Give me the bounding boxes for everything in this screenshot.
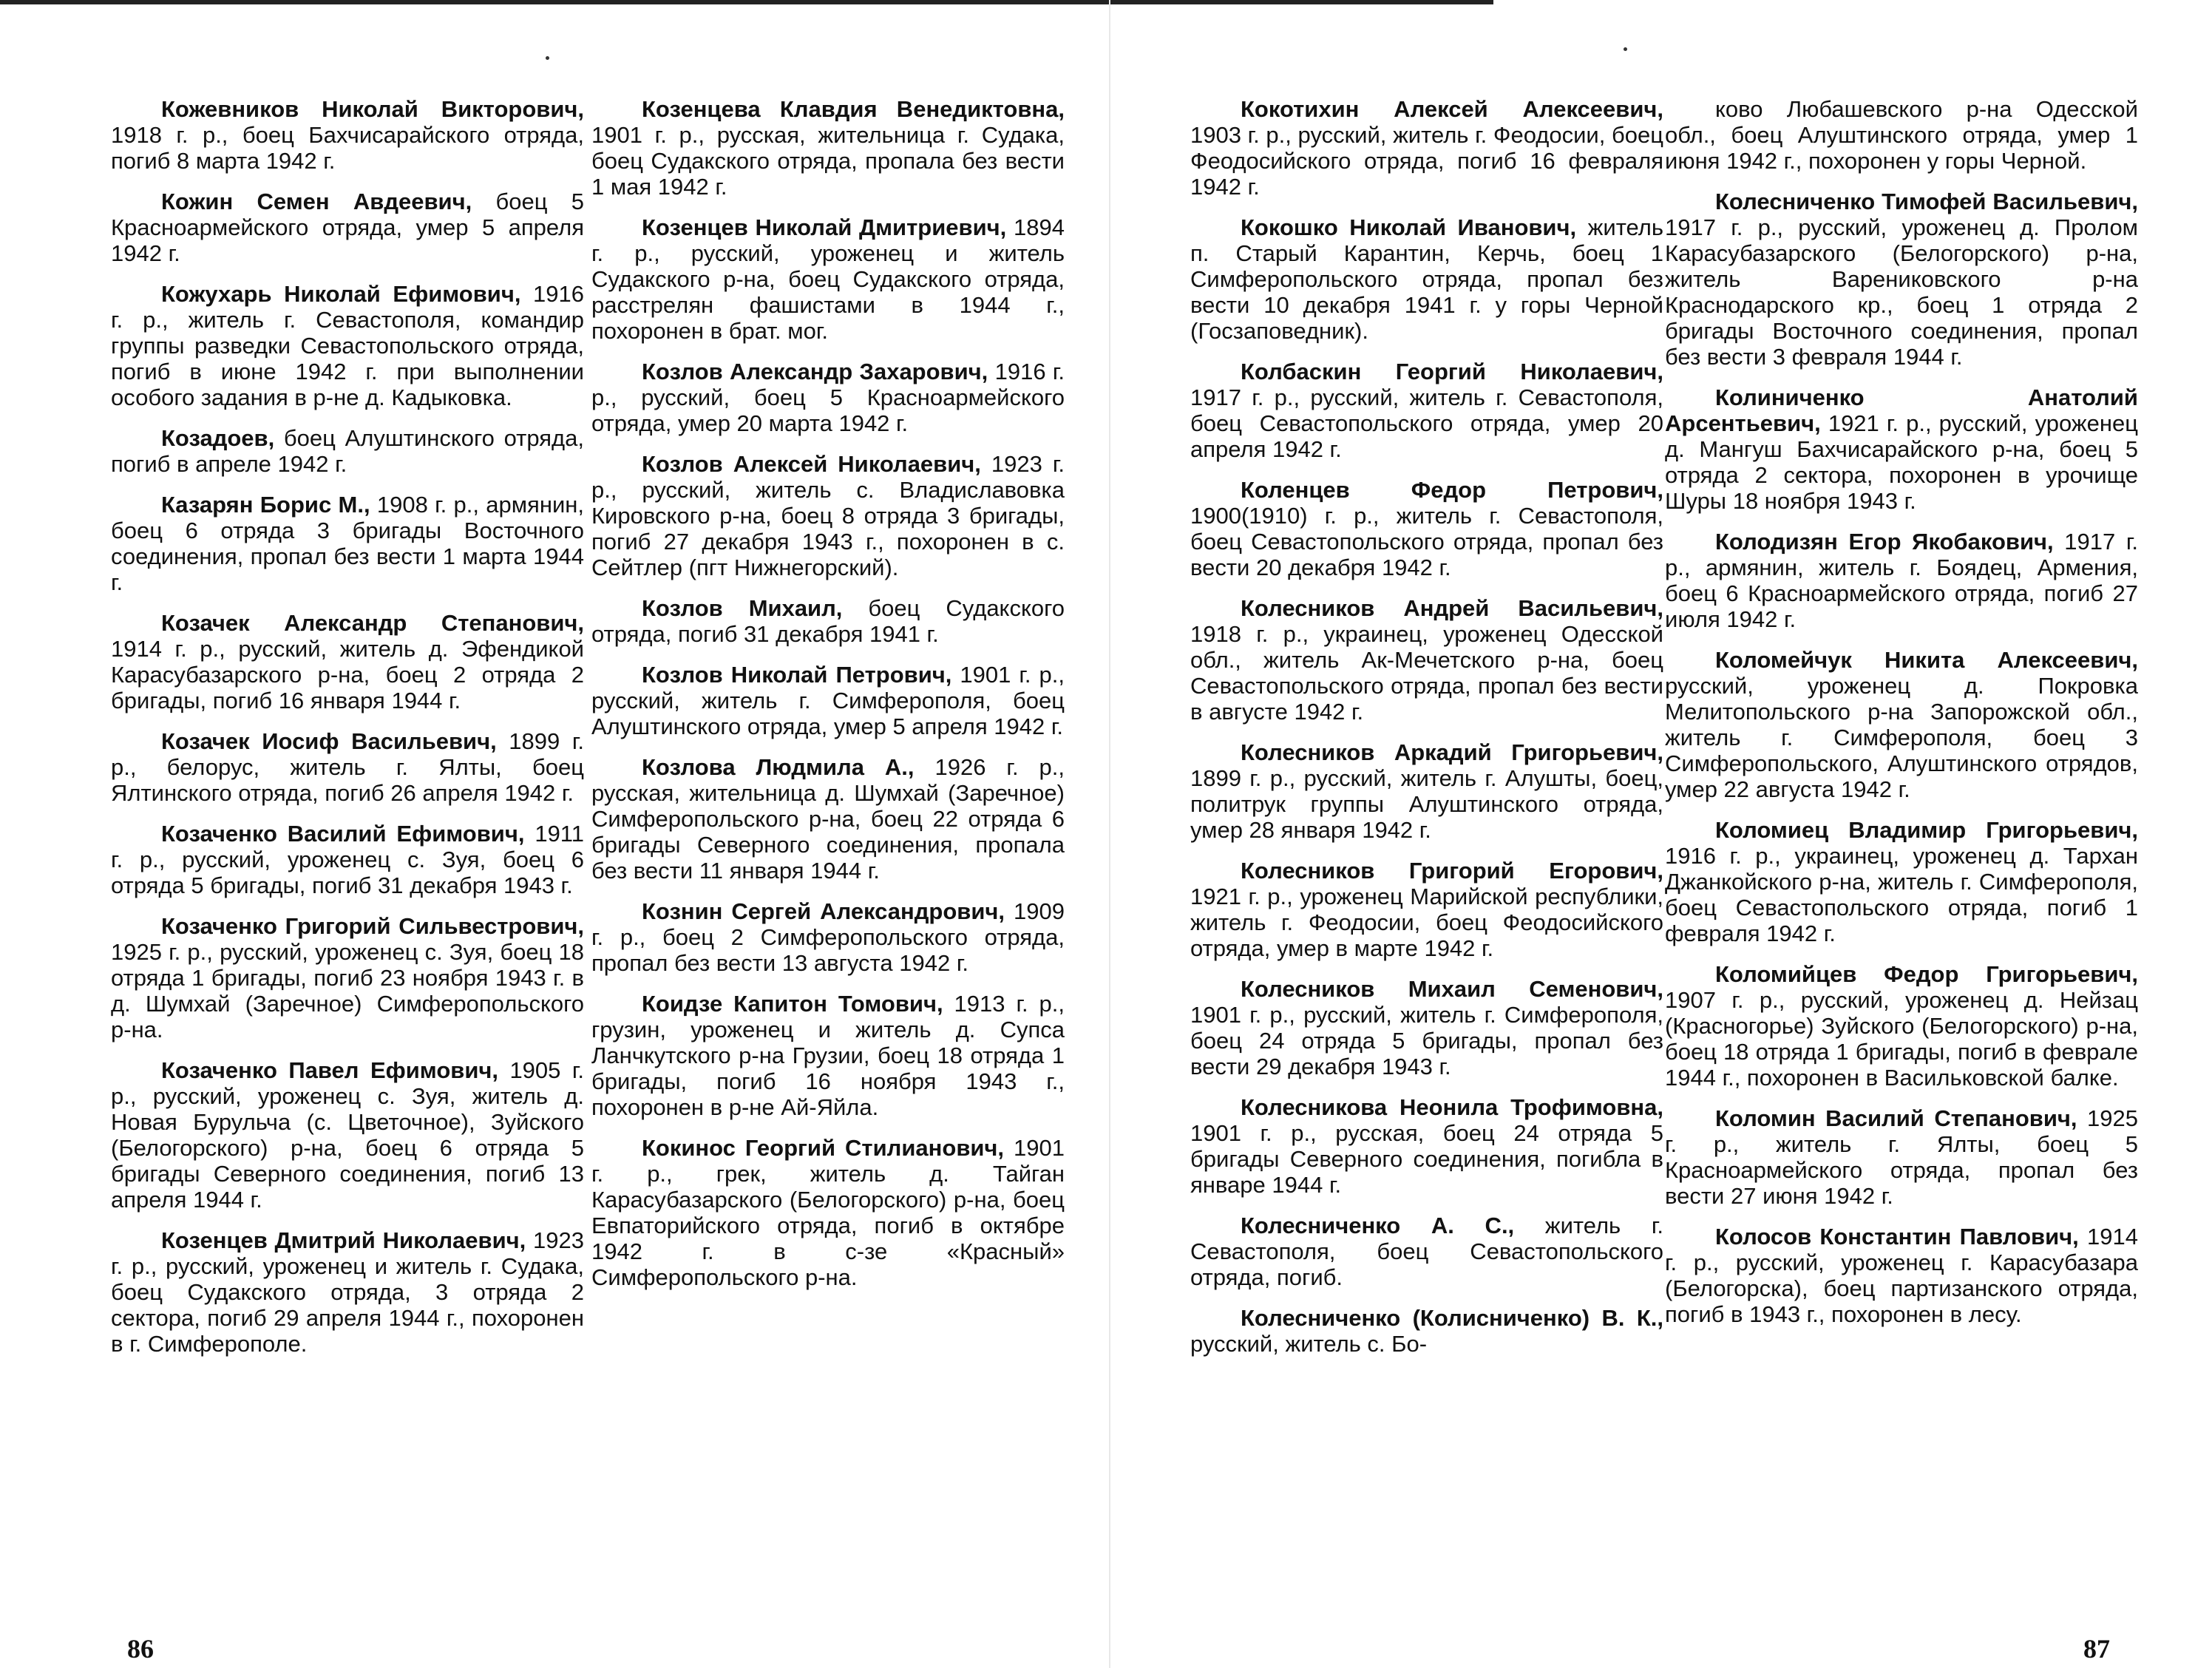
entry-text: 1917 г. р., русский, житель г. Севастополя, боец Севастопольского отряда, умер 20 апреля 1942 г. — [1190, 384, 1663, 462]
entry-text: 1901 г. р., русская, жительница г. Судака, боец Судакского отряда, пропала без вести 1 мая 1942 г. — [591, 122, 1065, 200]
entry-text: 1908 г. р., армянин, боец 6 отряда 3 бригады Восточного соединения, пропал без вести 1 марта 1944 г. — [111, 492, 584, 595]
entry-text: 1916 г. р., украинец, уроженец д. Тархан Джанкойского р-на, житель г. Симферополя, боец Севастопольского отряда, погиб 1 февраля 1942 г. — [1665, 843, 2138, 946]
text-column-1 — [111, 96, 584, 1372]
entry — [591, 662, 1065, 739]
entry-text: 1921 г. р., русский, уроженец д. Мангуш Бахчисарайского р-на, боец 5 отряда 2 сектора, похоронен в урочище Шуры 18 ноября 1943 г. — [1665, 410, 2138, 514]
entry — [1665, 189, 2138, 370]
entry-text: 1914 г. р., русский, уроженец г. Карасубазара (Белогорска), боец партизанского отряда, погиб в 1943 г., похоронен в лесу. — [1665, 1224, 2138, 1327]
entry — [591, 595, 1065, 647]
entry — [1665, 1224, 2138, 1327]
entry — [111, 821, 584, 898]
entry-text: боец 5 Красноармейского отряда, умер 5 апреля 1942 г. — [111, 189, 584, 266]
entry-name: Колосов Константин Павлович, — [1715, 1224, 2079, 1250]
entry — [1190, 477, 1663, 580]
entry-text: 1926 г. р., русская, жительница д. Шумхай (Заречное) Симферопольского р-на, боец 22 отряда 6 бригады Северного соединения, пропала без вести 11 января 1944 г. — [591, 754, 1065, 884]
entry — [111, 913, 584, 1042]
entry-text: 1900(1910) г. р., житель г. Севастополя, боец Севастопольского отряда, пропал без вести 20 декабря 1942 г. — [1190, 503, 1663, 580]
entry — [1190, 976, 1663, 1079]
entry-text: 1899 г. р., белорус, житель г. Ялты, боец Ялтинского отряда, погиб 26 апреля 1942 г. — [111, 728, 584, 806]
entry-text: 1914 г. р., русский, житель д. Эфендикой Карасубазарского р-на, боец 2 отряда 2 бригады, погиб 16 января 1944 г. — [111, 636, 584, 713]
entry-text: 1925 г. р., житель г. Ялты, боец 5 Красноармейского отряда, пропал без вести 27 июня 1942 г. — [1665, 1105, 2139, 1209]
entry-text: 1894 г. р., русский, уроженец и житель Судакского р-на, боец Судакского отряда, расстрелян фашистами в 1944 г., похоронен в брат. мог. — [591, 214, 1065, 344]
entry — [1190, 359, 1663, 462]
entry-name: Козачек Иосиф Васильевич, — [161, 728, 497, 754]
entry-text: 1925 г. р., русский, уроженец с. Зуя, боец 18 отряда 1 бригады, погиб 23 ноября 1943 г. в д. Шумхай (Заречное) Симферопольского р-на. — [111, 939, 584, 1042]
entry-name: Коломийцев Федор Григорьевич, — [1715, 961, 2138, 987]
entry — [111, 492, 584, 595]
entry — [591, 214, 1065, 344]
entry-name: Казарян Борис М., — [161, 492, 370, 518]
entry-name: Козачек Александр Степанович, — [161, 610, 584, 636]
entry-text: 1921 г. р., уроженец Марийской республики, житель г. Феодосии, боец Феодосийского отряда, умер в марте 1942 г. — [1190, 884, 1663, 961]
entry-name: Козлов Александр Захарович, — [642, 359, 988, 384]
entry-text: 1918 г. р., украинец, уроженец Одесской обл., житель Ак-Мечетского р-на, боец Севастопольского отряда, пропал без вести в августе 1942 г. — [1190, 621, 1663, 725]
entry — [1665, 529, 2138, 632]
entry-text: боец Алуштинского отряда, погиб в апреле 1942 г. — [111, 425, 584, 477]
entry — [1665, 96, 2138, 174]
entry-name: Козенцев Дмитрий Николаевич, — [161, 1227, 526, 1253]
entry-text: 1909 г. р., боец 2 Симферопольского отряда, пропал без вести 13 августа 1942 г. — [591, 898, 1065, 976]
page-top-rule — [0, 0, 1493, 4]
entry-name: Козлов Михаил, — [642, 595, 843, 621]
entry — [111, 96, 584, 174]
entry — [591, 96, 1065, 200]
entry — [111, 425, 584, 477]
entry-text: 1901 г. р., русский, житель г. Симферополя, боец 24 отряда 5 бригады, пропал без вести 29 декабря 1943 г. — [1190, 1002, 1663, 1079]
entry — [1190, 1305, 1663, 1357]
entry — [1665, 384, 2138, 514]
entry — [1665, 647, 2138, 802]
entry-name: Колесниченко Тимофей Васильевич, — [1715, 189, 2138, 214]
entry — [591, 898, 1065, 976]
entry — [1665, 961, 2138, 1091]
entry-text: 1913 г. р., грузин, уроженец и житель д. Супса Ланчкутского р-на Грузии, боец 18 отряда 1 бригады, погиб 16 ноября 1943 г., похоронен в р-не Ай-Яйла. — [591, 991, 1065, 1120]
entry — [1190, 1094, 1663, 1198]
entry-text: 1918 г. р., боец Бахчисарайского отряда, погиб 8 марта 1942 г. — [111, 122, 584, 174]
right-page-number: 87 — [2083, 1634, 2110, 1664]
entry-text: 1899 г. р., русский, житель г. Алушты, боец, политрук группы Алуштинского отряда, умер 28 января 1942 г. — [1190, 765, 1663, 843]
entry-name: Козаченко Василий Ефимович, — [161, 821, 525, 847]
entry-name: Колбаскин Георгий Николаевич, — [1241, 359, 1663, 384]
entry-text: 1911 г. р., русский, уроженец с. Зуя, боец 6 отряда 5 бригады, погиб 31 декабря 1943 г. — [111, 821, 584, 898]
entry — [1190, 214, 1663, 344]
print-speck — [1624, 47, 1627, 51]
entry-name: Колодизян Егор Якобакович, — [1715, 529, 2054, 555]
entry-name: Козенцева Клавдия Венедиктовна, — [642, 96, 1065, 122]
entry-text: русский, уроженец д. Покровка Мелитопольского р-на Запорожской обл., житель г. Симферополя, боец 3 Симферопольского, Алуштинского отрядов, умер 22 августа 1942 г. — [1665, 673, 2138, 802]
entry-name: Коломейчук Никита Алексеевич, — [1715, 647, 2138, 673]
entry-name: Козлова Людмила А., — [642, 754, 915, 780]
entry — [1190, 858, 1663, 961]
entry-text: 1907 г. р., русский, уроженец д. Нейзац (Красногорье) Зуйского (Белогорского) р-на, боец 18 отряда 1 бригады, погиб в феврале 1944 г., похоронен в Васильковской балке. — [1665, 987, 2138, 1091]
print-speck — [546, 56, 549, 60]
spread-gutter — [1109, 0, 1110, 1668]
entry-name: Кокотихин Алексей Алексеевич, — [1241, 96, 1663, 122]
entry-name: Колесников Андрей Васильевич, — [1241, 595, 1663, 621]
entry — [1665, 1105, 2138, 1209]
entry-name: Козаченко Григорий Сильвестрович, — [161, 913, 584, 939]
text-column-2 — [591, 96, 1065, 1305]
entry-name: Козаченко Павел Ефимович, — [161, 1057, 498, 1083]
entry-name: Козлов Алексей Николаевич, — [642, 451, 981, 477]
entry-name: Козлов Николай Петрович, — [642, 662, 952, 688]
entry-text: 1917 г. р., армянин, житель г. Боядец, Армения, боец 6 Красноармейского отряда, погиб 27 июля 1942 г. — [1665, 529, 2138, 632]
entry-name: Кожевников Николай Викторович, — [161, 96, 584, 122]
text-column-4 — [1665, 96, 2138, 1342]
entry — [1190, 1213, 1663, 1290]
text-column-3 — [1190, 96, 1663, 1372]
entry-text: русский, житель с. Бо- — [1190, 1331, 1428, 1357]
entry-text: 1901 г. р., грек, житель д. Тайган Карасубазарского (Белогорского) р-на, боец Евпаторийского отряда, погиб в октябре 1942 г. в с-зе «Красный» Симферопольского р-на. — [591, 1135, 1065, 1290]
entry — [111, 610, 584, 713]
entry — [1190, 96, 1663, 200]
entry-name: Колиниченко Анатолий Арсентьевич, — [1665, 384, 2138, 436]
entry-name: Колесниченко (Колисниченко) В. К., — [1241, 1305, 1663, 1331]
entry-name: Колесникова Неонила Трофимовна, — [1241, 1094, 1663, 1120]
entry — [591, 991, 1065, 1120]
entry — [111, 281, 584, 410]
entry-name: Козенцев Николай Дмитриевич, — [642, 214, 1007, 240]
entry-text: 1903 г. р., русский, житель г. Феодосии, боец Феодосийского отряда, погиб 16 февраля 1942 г. — [1190, 122, 1663, 200]
entry-text: 1917 г. р., русский, уроженец д. Пролом Карасубазарского (Белогорского) р-на, житель Варениковского р-на Краснодарского кр., боец 1 отряда 2 бригады Восточного соединения, пропал без вести 3 февраля 1944 г. — [1665, 214, 2138, 370]
entry-text: 1923 г. р., русский, житель с. Владиславовка Кировского р-на, боец 8 отряда 3 бригады, погиб 27 декабря 1943 г., похоронен в с. Сейтлер (пгт Нижнегорский). — [591, 451, 1065, 580]
entry — [591, 451, 1065, 580]
entry-text: 1923 г. р., русский, уроженец и житель г. Судака, боец Судакского отряда, 3 отряда 2 сектора, погиб 29 апреля 1944 г., похоронен в г. Симферополе. — [111, 1227, 584, 1357]
entry — [591, 754, 1065, 884]
entry — [111, 1227, 584, 1357]
entry-name: Кокошко Николай Иванович, — [1241, 214, 1577, 240]
entry-name: Козадоев, — [161, 425, 275, 451]
entry-name: Коленцев Федор Петрович, — [1241, 477, 1663, 503]
entry — [591, 359, 1065, 436]
entry-text: ково Любашевского р-на Одесской обл., боец Алуштинского отряда, умер 1 июня 1942 г., похоронен у горы Черной. — [1665, 96, 2138, 174]
entry-name: Коломин Василий Степанович, — [1715, 1105, 2077, 1131]
entry-name: Кознин Сергей Александрович, — [642, 898, 1005, 924]
entry-name: Колесников Григорий Егорович, — [1241, 858, 1663, 884]
entry — [591, 1135, 1065, 1290]
entry-text: 1901 г. р., русский, житель г. Симферополя, боец Алуштинского отряда, умер 5 апреля 1942 г. — [591, 662, 1065, 739]
entry-text: 1916 г. р., житель г. Севастополя, командир группы разведки Севастопольского отряда, погиб в июне 1942 г. при выполнении особого задания в р-не д. Кадыковка. — [111, 281, 585, 410]
entry-text: житель г. Севастополя, боец Севастопольского отряда, погиб. — [1190, 1213, 1663, 1290]
entry-name: Колесников Михаил Семенович, — [1241, 976, 1663, 1002]
entry-text: житель п. Старый Карантин, Керчь, боец 1 Симферопольского отряда, пропал без вести 10 декабря 1941 г. у горы Черной (Госзаповедник). — [1190, 214, 1663, 344]
entry-name: Кожин Семен Авдеевич, — [161, 189, 472, 214]
entry-text: 1905 г. р., русский, уроженец с. Зуя, житель д. Новая Бурульча (с. Цветочное), Зуйского (Белогорского) р-на, боец 6 отряда 5 бригады Северного соединения, погиб 13 апреля 1944 г. — [111, 1057, 584, 1213]
entry-name: Кокинос Георгий Стилианович, — [642, 1135, 1005, 1161]
entry-name: Коидзе Капитон Томович, — [642, 991, 943, 1017]
entry — [1665, 817, 2138, 946]
entry — [1190, 739, 1663, 843]
entry-name: Коломиец Владимир Григорьевич, — [1715, 817, 2138, 843]
entry — [111, 1057, 584, 1213]
entry-text: 1916 г. р., русский, боец 5 Красноармейского отряда, умер 20 марта 1942 г. — [591, 359, 1065, 436]
entry — [1190, 595, 1663, 725]
entry-text: боец Судакского отряда, погиб 31 декабря 1941 г. — [591, 595, 1065, 647]
entry-name: Колесниченко А. С., — [1241, 1213, 1515, 1238]
entry — [111, 189, 584, 266]
entry-text: 1901 г. р., русская, боец 24 отряда 5 бригады Северного соединения, погибла в январе 1944 г. — [1190, 1120, 1663, 1198]
entry-name: Кожухарь Николай Ефимович, — [161, 281, 521, 307]
left-page-number: 86 — [127, 1634, 154, 1664]
entry — [111, 728, 584, 806]
entry-name: Колесников Аркадий Григорьевич, — [1241, 739, 1663, 765]
